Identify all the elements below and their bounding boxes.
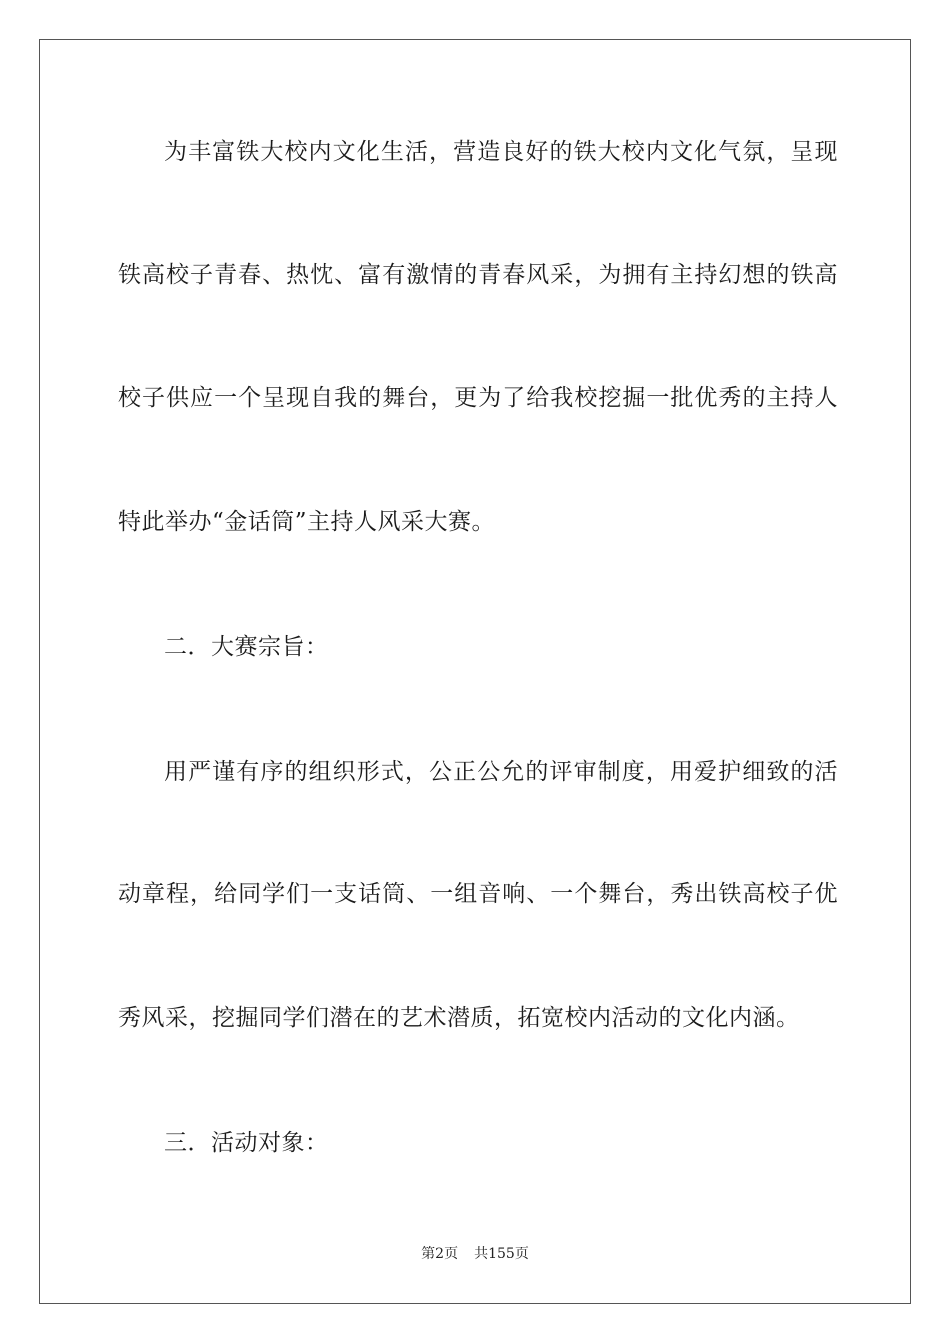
paragraph-2-line-1: 用严谨有序的组织形式，公正公允的评审制度，用爱护细致的活 xyxy=(164,759,838,785)
paragraph-1-line-2: 铁高校子青春、热忱、富有激情的青春风采，为拥有主持幻想的铁高 xyxy=(118,262,838,288)
paragraph-2-line-3: 秀风采，挖掘同学们潜在的艺术潜质，拓宽校内活动的文化内涵。 xyxy=(118,1005,800,1031)
page-total: 共155页 xyxy=(474,1246,529,1262)
paragraph-2-line-2: 动章程，给同学们一支话筒、一组音响、一个舞台，秀出铁高校子优 xyxy=(118,881,838,907)
section-heading-2: 二．大赛宗旨： xyxy=(164,634,329,660)
paragraph-1-line-1: 为丰富铁大校内文化生活，营造良好的铁大校内文化气氛，呈现 xyxy=(164,139,838,165)
paragraph-1-line-3: 校子供应一个呈现自我的舞台，更为了给我校挖掘一批优秀的主持人 xyxy=(118,385,838,411)
page-frame xyxy=(39,39,911,1304)
page-footer xyxy=(0,1244,950,1264)
page-number: 第2页 xyxy=(421,1246,459,1262)
section-heading-3: 三．活动对象： xyxy=(164,1130,329,1156)
paragraph-1-line-4: 特此举办“金话筒”主持人风采大赛。 xyxy=(118,509,496,535)
